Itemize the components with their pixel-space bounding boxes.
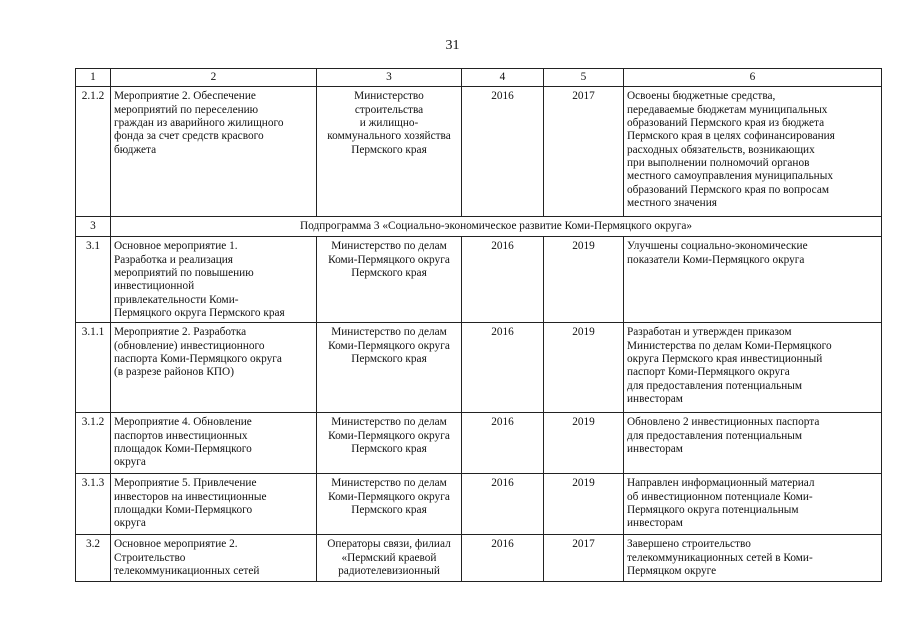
- executor: Операторы связи, филиал «Пермский краевой радиотелевизионный: [317, 535, 462, 582]
- row-number: 3.1.1: [76, 323, 111, 413]
- end-year: 2017: [544, 87, 624, 217]
- end-year: 2019: [544, 237, 624, 323]
- expected-result: Улучшены социально-экономические показатели Коми-Пермяцкого округа: [624, 237, 882, 323]
- activity-name: Мероприятие 4. Обновление паспортов инвестиционных площадок Коми-Пермяцкого округа: [111, 413, 317, 474]
- subprogram-row: [76, 217, 882, 237]
- expected-result: Направлен информационный материал об инвестиционном потенциале Коми- Пермяцкого округа потенциальным инвесторам: [624, 474, 882, 535]
- row-number: 3.1.2: [76, 413, 111, 474]
- end-year: 2019: [544, 323, 624, 413]
- page-number: 31: [445, 38, 460, 53]
- executor: Министерство по делам Коми-Пермяцкого округа Пермского края: [317, 413, 462, 474]
- header-cell: 6: [624, 69, 882, 87]
- table-row: [76, 413, 882, 474]
- table-row: [76, 323, 882, 413]
- expected-result: Разработан и утвержден приказом Министерства по делам Коми-Пермяцкого округа Пермского края инвестиционный паспорт Коми-Пермяцкого округа для предоставления потенциальным инвесторам: [624, 323, 882, 413]
- activity-name: Мероприятие 5. Привлечение инвесторов на инвестиционные площадки Коми-Пермяцкого округа: [111, 474, 317, 535]
- executor: Министерство по делам Коми-Пермяцкого округа Пермского края: [317, 474, 462, 535]
- subprogram-number: 3: [76, 217, 111, 237]
- activity-name: Мероприятие 2. Обеспечение мероприятий по переселению граждан из аварийного жилищного фонда за счет средств красвого бюджета: [111, 87, 317, 217]
- row-number: 3.2: [76, 535, 111, 582]
- subprogram-title: Подпрограмма 3 «Социально-экономическое развитие Коми-Пермяцкого округа»: [111, 217, 882, 237]
- executor: Министерство по делам Коми-Пермяцкого округа Пермского края: [317, 237, 462, 323]
- start-year: 2016: [462, 87, 544, 217]
- end-year: 2019: [544, 474, 624, 535]
- header-cell: 3: [317, 69, 462, 87]
- table-row: [76, 474, 882, 535]
- start-year: 2016: [462, 237, 544, 323]
- header-row: [76, 69, 882, 87]
- end-year: 2017: [544, 535, 624, 582]
- header-cell: 5: [544, 69, 624, 87]
- start-year: 2016: [462, 474, 544, 535]
- row-number: 3.1.3: [76, 474, 111, 535]
- table-row: [76, 87, 882, 217]
- start-year: 2016: [462, 323, 544, 413]
- end-year: 2019: [544, 413, 624, 474]
- executor: Министерство по делам Коми-Пермяцкого округа Пермского края: [317, 323, 462, 413]
- start-year: 2016: [462, 535, 544, 582]
- activity-name: Мероприятие 2. Разработка (обновление) инвестиционного паспорта Коми-Пермяцкого округа (в разрезе районов КПО): [111, 323, 317, 413]
- table-row: [76, 237, 882, 323]
- executor: Министерство строительства и жилищно- коммунального хозяйства Пермского края: [317, 87, 462, 217]
- header-cell: 1: [76, 69, 111, 87]
- header-cell: 4: [462, 69, 544, 87]
- row-number: 3.1: [76, 237, 111, 323]
- expected-result: Завершено строительство телекоммуникационных сетей в Коми- Пермяцком округе: [624, 535, 882, 582]
- start-year: 2016: [462, 413, 544, 474]
- header-cell: 2: [111, 69, 317, 87]
- row-number: 2.1.2: [76, 87, 111, 217]
- table-row: [76, 535, 882, 582]
- expected-result: Обновлено 2 инвестиционных паспорта для предоставления потенциальным инвесторам: [624, 413, 882, 474]
- program-table: [75, 68, 882, 582]
- expected-result: Освоены бюджетные средства, передаваемые бюджетам муниципальных образований Пермского края из бюджета Пермского края в целях софинансирования расходных обязательств, возникающих при выполнении полномочий органов местного самоуправления муниципальных образований Пермского края по вопросам местного значения: [624, 87, 882, 217]
- activity-name: Основное мероприятие 2. Строительство телекоммуникационных сетей: [111, 535, 317, 582]
- activity-name: Основное мероприятие 1. Разработка и реализация мероприятий по повышению инвестиционной привлекательности Коми- Пермяцкого округа Пермского края: [111, 237, 317, 323]
